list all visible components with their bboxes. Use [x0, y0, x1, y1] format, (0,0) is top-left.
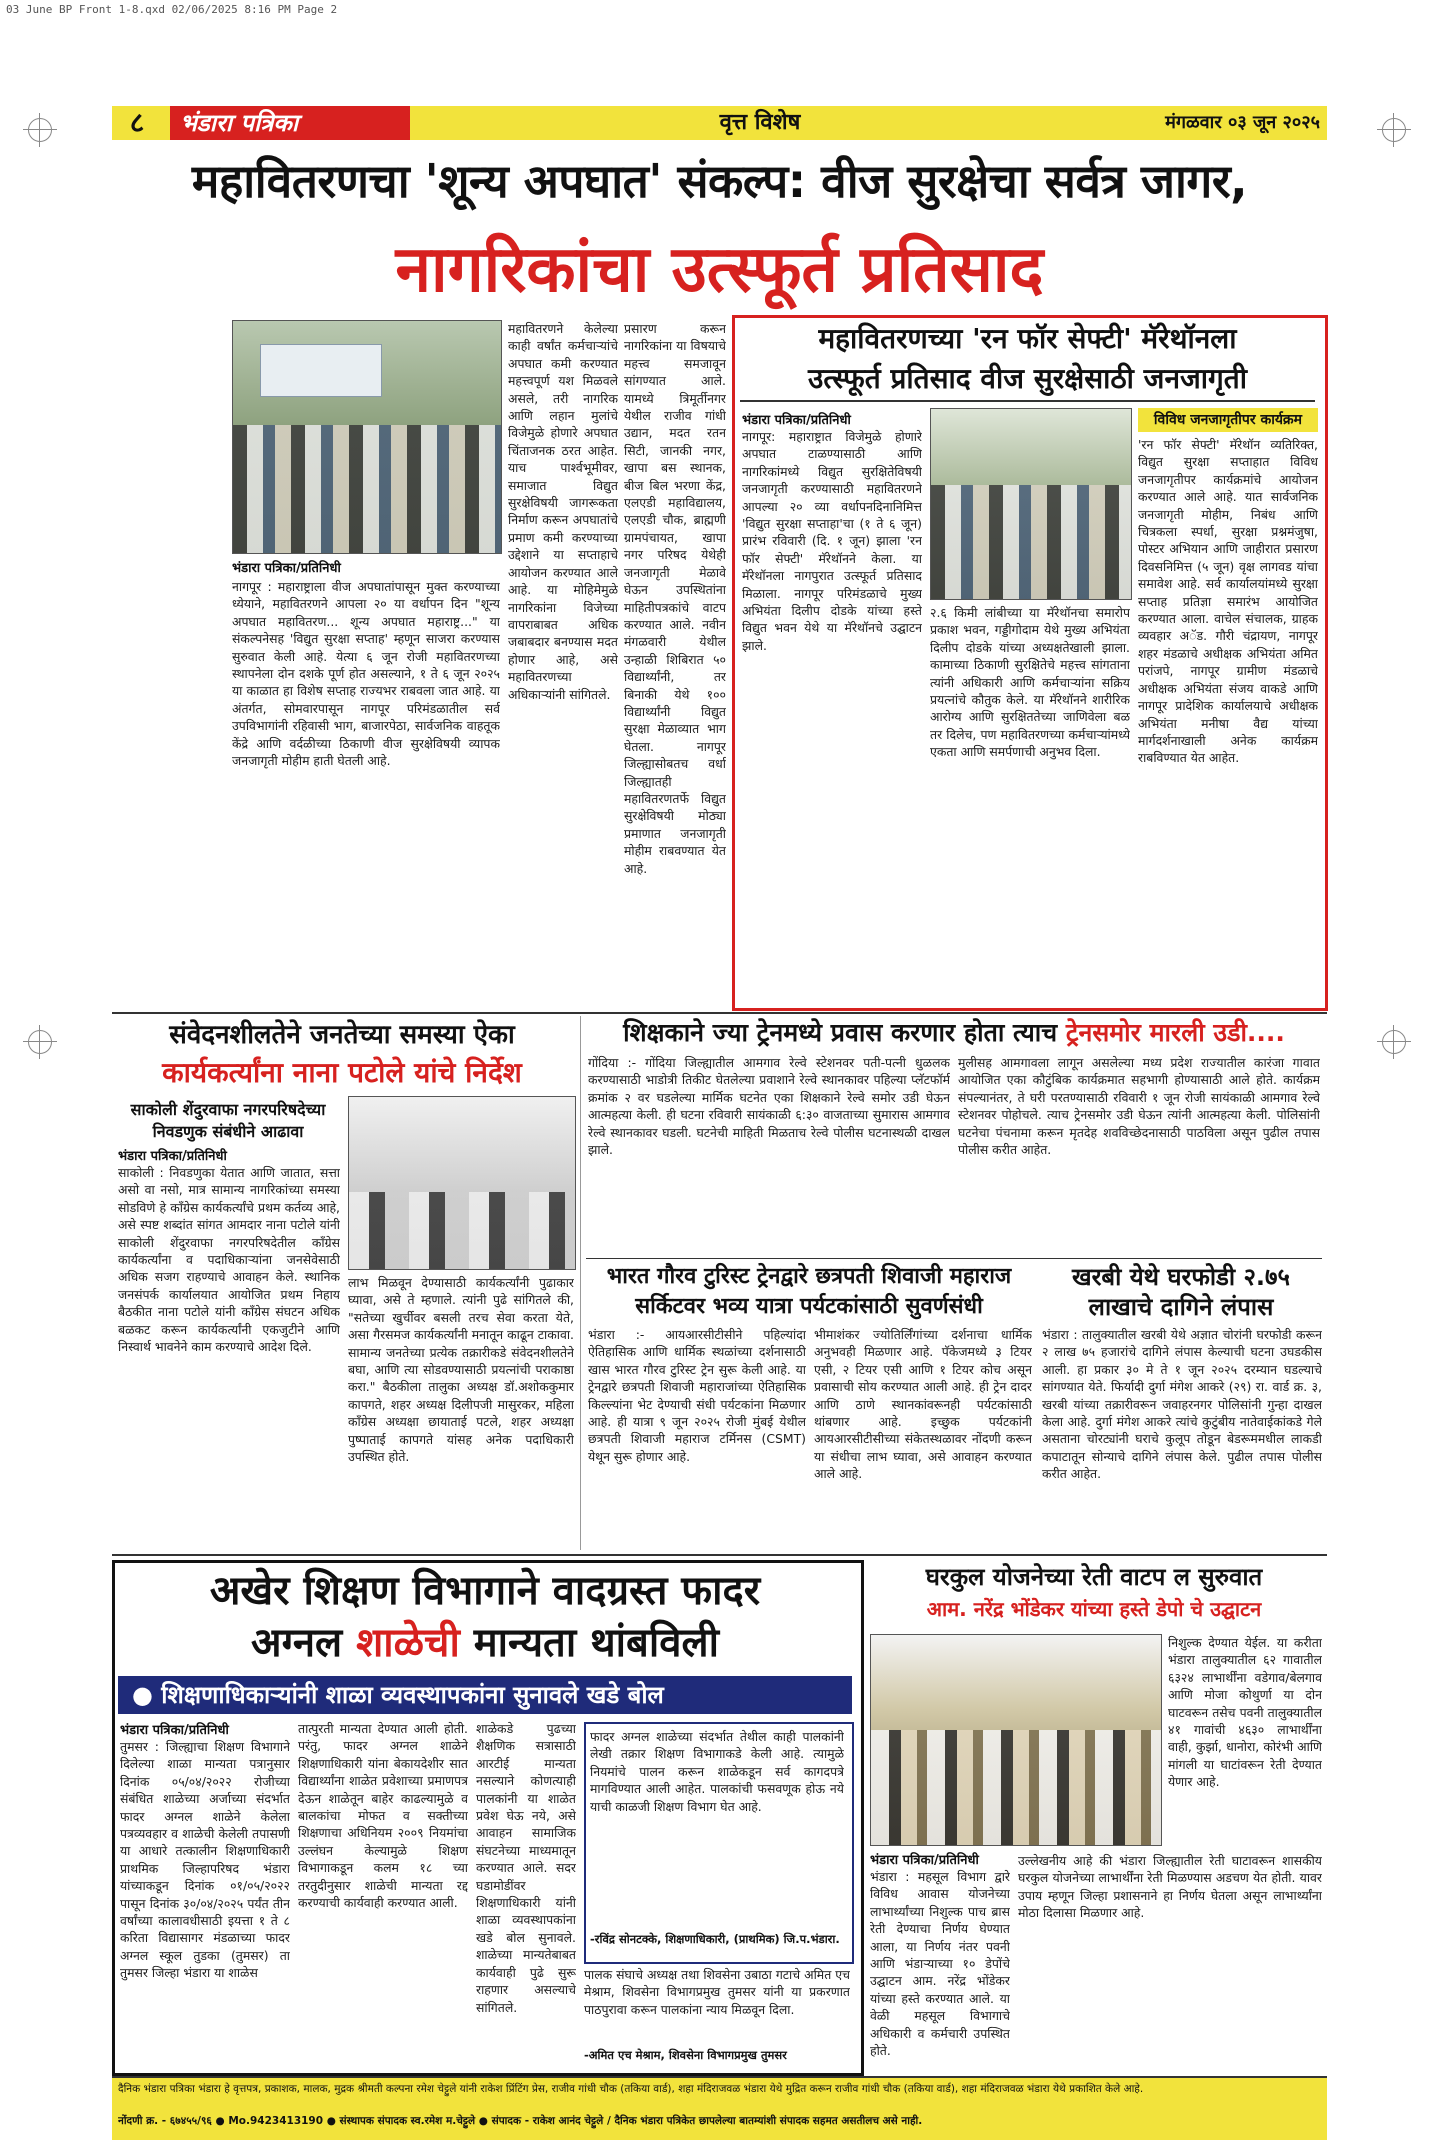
- run-for-safety-photo: [930, 408, 1132, 600]
- sidebar-text: 'रन फॉर सेफ्टी' मॅरेथॉन व्यतिरिक्त, विद्युत सुरक्षा सप्ताहात विविध जनजागृतीपर कार्यक्रमांचे आयोजन करण्यात आले आहे. यात सार्वजनिक जनजागृती मोहीम, निबंध आणि चित्रकला स्पर्धा, सुरक्षा प्रश्नमंजुषा, पोस्टर अभियान आणि जाहीरात प्रसारण दिवसनिमित्त (५ जून) वृक्ष लागवड यांचा समावेश आहे. सर्व कार्यालयांमध्ये सुरक्षा सप्ताह प्रतिज्ञा समारंभ आयोजित करण्यात आला. वाचेल संचालक, ग्राहक व्यवहार अॅड. गौरी चंद्रायण, नागपूर शहर मंडळाचे अधीक्षक अभियंता अमित परांजपे, नागपूर ग्रामीण मंडळाचे अधीक्षक अभियंता संजय वाकडे आणि नागपूर प्रादेशिक कार्यालयाचे अधीक्षक अभियंता मनीषा वैद्य यांच्या मार्गदर्शनाखाली अनेक कार्यक्रम राबविण्यात येत आहेत.: [1138, 437, 1318, 766]
- train-col-1: गोंदिया :- गोंदिया जिल्ह्यातील आमगाव रेल्वे स्टेशनवर पती-पत्नी धुळलक करण्यासाठी भाडोत्री तिकीट घेतलेल्या प्रवाशाने रेल्वे स्थानकावर पहिल्या प्लॅटफॉर्म क्रमांक २ वर घडलेल्या मार्मिक घटनेत एका शिक्षकाने रेल्वे समोर उडी घेऊन आत्महत्या केली. ही घटना रविवारी सायंकाळी ६:३० वाजताच्या सुमारास आमगाव रेल्वे स्थानकावर घडली. घटनेची माहिती मिळताच रेल्वे पोलीस घटनास्थळी दाखल झाले.: [588, 1055, 950, 1158]
- issue-date: मंगळवार ०३ जून २०२५: [1165, 112, 1320, 133]
- kharbi-text: भंडारा : तालुक्यातील खरबी येथे अज्ञात चोरांनी घरफोडी करून २ लाख ७५ हजारांचे दागिने लंपास केल्याची घटना उघडकीस आली. हा प्रकार ३० मे ते १ जून २०२५ दरम्यान घडल्याचे सांगण्यात येते. फिर्यादी दुर्गा मंगेश आकरे (२९) रा. वार्ड क्र. ३, खरबी यांच्या तक्रारीवरून जवाहरनगर पोलिसांनी गुन्हा दाखल केला आहे. दुर्गा मंगेश आकरे त्यांचे कुटुंबीय नातेवाईकांकडे गेले असताना चोरट्यांनी घराचे कुलूप तोडून बेडरूममधील लाकडी कपाटातून सोन्याचे दागिने लंपास केले. पुढील तपास पोलीस करीत आहेत.: [1042, 1327, 1322, 1482]
- sanvedanshil-headline-2: कार्यकर्त्यांना नाना पटोले यांचे निर्देश: [162, 1056, 522, 1089]
- registration-mark-right-mid: [1382, 1030, 1406, 1054]
- run-for-safety-rule: [740, 400, 1315, 402]
- sanvedanshil-photo: [348, 1096, 576, 1270]
- father-agnel-headline-2: [118, 1618, 852, 1668]
- run-for-safety-headline-1: महावितरणच्या 'रन फॉर सेफ्टी' मॅरेथॉनला: [818, 322, 1237, 355]
- father-agnel-quote: फादर अग्नल शाळेच्या संदर्भात तेथील काही पालकांनी लेखी तक्रार शिक्षण विभागाकडे केली आहे. त्यामुळे नियमांचे पालन करून शाळेकडून सर्व कागदपत्रे मागविण्यात आली आहेत. पालकांची फसवणूक होऊ नये याची काळजी शिक्षण विभाग घेत आहे.: [590, 1729, 844, 1814]
- gharkul-headline-2: आम. नरेंद्र भोंडेकर यांच्या हस्ते डेपो चे उद्घाटन: [926, 1597, 1262, 1621]
- print-slug: 03 June BP Front 1-8.qxd 02/06/2025 8:16 PM Page 2: [6, 3, 338, 16]
- registration-mark-left-mid: [28, 1030, 52, 1054]
- gharkul-col-3: उल्लेखनीय आहे की भंडारा जिल्ह्यातील रेती घाटावरून शासकीय घरकुल योजनेच्या लाभार्थींना रेती मिळण्यास अडचण येत होती. यावर उपाय म्हणून जिल्हा प्रशासनाने हा निर्णय घेतला असून लाभार्थ्यांना मोठा दिलासा मिळणार आहे.: [1018, 1853, 1322, 1921]
- section-rule-2: [586, 1258, 1322, 1259]
- father-agnel-col-4-signature: -अमित एच मेश्राम, शिवसेना विभागप्रमुख तुमसर: [584, 2048, 787, 2062]
- lead-byline: भंडारा पत्रिका/प्रतिनिधी: [232, 561, 341, 576]
- column-separator: [580, 1016, 581, 1550]
- bharat-gaurav-col-2: भीमाशंकर ज्योतिर्लिंगांच्या दर्शनाचा धार्मिक अनुभवही मिळणार आहे. पॅकेजमध्ये ३ टियर एसी, २ टियर एसी आणि १ टियर कोच असून प्रवासाची सोय करण्यात आली आहे. ही ट्रेन दादर आणि ठाणे स्थानकांवरूनही पर्यटकांसाठी थांबणार आहे. इच्छुक पर्यटकांनी आयआरसीटीसीच्या संकेतस्थळावर नोंदणी करून या संधीचा लाभ घ्यावा, असे आवाहन करण्यात आले आहे.: [814, 1327, 1032, 1482]
- run-for-safety-headline-2: उत्स्फूर्त प्रतिसाद वीज सुरक्षेसाठी जनजागृती: [807, 362, 1247, 395]
- father-agnel-subhead-bar: ● शिक्षणाधिकाऱ्यांनी शाळा व्यवस्थापकांना सुनावले खडे बोल: [118, 1676, 852, 1714]
- section-rule-1: [112, 1012, 1327, 1014]
- father-agnel-headline-2c: मान्यता थांबविली: [459, 1620, 719, 1666]
- sanvedanshil-byline: भंडारा पत्रिका/प्रतिनिधी: [118, 1149, 227, 1164]
- bharat-gaurav-headline-2: सर्किटवर भव्य यात्रा पर्यटकांसाठी सुवर्णसंधी: [635, 1294, 983, 1319]
- lead-headline-1: महावितरणचा 'शून्य अपघात' संकल्प: वीज सुरक्षेचा सर्वत्र जागर,: [191, 154, 1248, 208]
- run-for-safety-col-1: नागपूर: महाराष्ट्रात विजेमुळे होणारे अपघात टाळण्यासाठी आणि नागरिकांमध्ये विद्युत सुरक्षितेविषयी जनजागृती करण्यासाठी महावितरणने आपल्या २० व्या वर्धापनदिनानिमित्त 'विद्युत सुरक्षा सप्ताहा'चा (१ ते ६ जून) प्रारंभ रविवारी (दि. १ जून) झाला 'रन फॉर सेफ्टी' मॅरेथॉनने केला. या मॅरेथॉनला नागपुरात उत्स्फूर्त प्रतिसाद मिळाला. नागपूर परिमंडळाचे मुख्य अभियंता दिलीप दोडके यांच्या हस्ते विद्युत भवन येथे या मॅरेथॉनचे उद्घाटन झाले.: [742, 429, 922, 653]
- gharkul-photo: [870, 1634, 1162, 1846]
- sanvedanshil-headline-1: संवेदनशीलतेने जनतेच्या समस्या ऐका: [169, 1020, 515, 1050]
- gharkul-byline: भंडारा पत्रिका/प्रतिनिधी: [870, 1853, 979, 1868]
- registration-mark-right: [1382, 118, 1406, 142]
- train-headline-red: ट्रेनसमोर मारली उडी....: [1065, 1018, 1285, 1047]
- father-agnel-col-3: शाळेकडे पुढच्या शैक्षणिक सत्रासाठी आरटीई मान्यता नसल्याने कोणत्याही पालकांनी या शाळेत प्रवेश घेऊ नये, असे आवाहन सामाजिक संघटनेच्या माध्यमातून करण्यात आले. सदर घडामोडींवर शिक्षणाधिकारी यांनी शाळा व्यवस्थापकांना खडे बोल सुनावले. शाळेच्या मान्यतेबाबत कार्यवाही पुढे सुरू राहणार असल्याचे सांगितले.: [476, 1721, 576, 2015]
- father-agnel-col-1: तुमसर : जिल्ह्याचा शिक्षण विभागाने दिलेल्या शाळा मान्यता पत्रानुसार दिनांक ०५/०४/२०२२ रोजीच्या संबंधित शाळेच्या अर्जाच्या संदर्भात फादर अग्नल शाळेने केलेला पत्रव्यवहार व शाळेची केलेली तपासणी या आधारे तत्कालीन शिक्षणाधिकारी प्राथमिक जिल्हापरिषद भंडारा यांच्याकडून दिनांक ०१/०५/२०२२ पासून दिनांक ३०/०४/२०२५ पर्यंत तीन वर्षांच्या कालावधीसाठी इयत्ता १ ते ८ करिता विद्यासागर मंडळाच्या फादर अग्नल स्कूल तुडका (तुमसर) ता तुमसर जिल्हा भंडारा या शाळेस: [120, 1739, 290, 1981]
- father-agnel-headline-1: अखेर शिक्षण विभागाने वादग्रस्त फादर: [209, 1568, 761, 1614]
- father-agnel-byline: भंडारा पत्रिका/प्रतिनिधी: [120, 1723, 229, 1738]
- page-number: ८: [129, 106, 145, 139]
- sanvedanshil-sub-2: निवडणुक संबंधीने आढावा: [118, 1120, 338, 1142]
- bharat-gaurav-col-1: भंडारा :- आयआरसीटीसीने पहिल्यांदा ऐतिहासिक आणि धार्मिक स्थळांच्या दर्शनासाठी खास भारत गौरव टुरिस्ट ट्रेन सुरू केली आहे. या ट्रेनद्वारे छत्रपती शिवाजी महाराजांच्या ऐतिहासिक किल्ल्यांना भेट देण्याची संधी पर्यटकांना मिळणार आहे. ही यात्रा ९ जून २०२५ रोजी मुंबई येथील छत्रपती शिवाजी महाराज टर्मिनस (CSMT) येथून सुरू होणार आहे.: [588, 1327, 806, 1464]
- bharat-gaurav-headline-1: भारत गौरव टुरिस्ट ट्रेनद्वारे छत्रपती शिवाजी महाराज: [606, 1264, 1012, 1289]
- father-agnel-col-4: पालक संघाचे अध्यक्ष तथा शिवसेना उबाठा गटाचे अमित एच मेश्राम, शिवसेना विभागप्रमुख तुमसर यांनी या प्रकरणात पाठपुरावा करून पालकांना न्याय मिळवून दिला.: [584, 1967, 850, 2017]
- masthead-brand: भंडारा पत्रिका: [170, 106, 410, 140]
- kharbi-headline-2: लाखाचे दागिने लंपास: [1088, 1293, 1274, 1321]
- train-headline-black: शिक्षकाने ज्या ट्रेनमध्ये प्रवास करणार होता त्याच: [623, 1018, 1066, 1047]
- gharkul-col-2: निशुल्क देण्यात येईल. या करीता भंडारा तालुक्यातील ६२ गावातील ६३२४ लाभार्थींना वडेगाव/बेलगाव आणि मोजा कोथुर्णा या दोन घाटवरून तसेच पवनी तालुक्यातील ४१ गावांची ४६३० लाभार्थींना वाही, कुर्झा, धानोरा, कोरंभी आणि मांगली या घाटांवरून रेती देण्यात येणार आहे.: [1168, 1635, 1322, 1790]
- lead-col-3: प्रसारण करून नागरिकांना या विषयाचे महत्त्व समजावून सांगण्यात आले. यामध्ये त्रिमूर्तीनगर येथील राजीव गांधी उद्यान, मदत रतन सिटी, जानकी नगर, खापा बस स्थानक, बीज बिल भरणा केंद्र, एलएडी महाविद्यालय, एलएडी चौक, ब्राह्मणी ग्रामपंचायत, खापा नगर परिषद येथेही जनजागृती मेळावे घेऊन उपस्थितांना माहितीपत्रकांचे वाटप करण्यात आले. नवीन मंगळवारी येथील उन्हाळी शिबिरात ५० विद्यार्थ्यांनी, तर बिनाकी येथे १०० विद्यार्थ्यांनी विद्युत सुरक्षा मेळाव्यात भाग घेतला. नागपूर जिल्ह्यासोबतच वर्धा जिल्ह्यातही महावितरणतर्फे विद्युत सुरक्षेविषयी मोठ्या प्रमाणात जनजागृती मोहीम राबवण्यात येत आहे.: [624, 321, 726, 876]
- gharkul-headline-1: घरकुल योजनेच्या रेती वाटप ल सुरुवात: [925, 1563, 1263, 1591]
- footer-line-1: दैनिक भंडारा पत्रिका भंडारा हे वृत्तपत्र, प्रकाशक, मालक, मुद्रक श्रीमती कल्पना रमेश चेट्टुले यांनी राकेश प्रिंटिंग प्रेस, राजीव गांधी चौक (तकिया वार्ड), शहा मंदिराजवळ भंडारा येथे मुद्रित करून राजीव गांधी चौक (तकिया वार्ड), शहा मंदिराजवळ भंडारा येथे प्रकाशित केले आहे.: [118, 2083, 1144, 2095]
- section-title: वृत्त विशेष: [719, 110, 801, 135]
- run-for-safety-col-2: २.६ किमी लांबीच्या या मॅरेथॉनचा समारोप प्रकाश भवन, गड्डीगोदाम येथे मुख्य अभियंता दिलीप दोडके यांच्या अध्यक्षतेखाली झाला. कामाच्या ठिकाणी सुरक्षितेचे महत्त्व सांगताना त्यांनी अधिकारी आणि कर्मचाऱ्यांना सक्रिय प्रयत्नांचे कौतुक केले. या मॅरेथॉनने शारीरिक आरोग्य आणि सुरक्षिततेच्या जाणिवेला बळ तर दिलेच, पण महावितरणच्या कर्मचाऱ्यांमध्ये एकता आणि समर्पणाची अनुभव दिला.: [930, 605, 1130, 760]
- run-for-safety-byline: भंडारा पत्रिका/प्रतिनिधी: [742, 413, 851, 428]
- lead-col-1: नागपूर : महाराष्ट्राला वीज अपघातांपासून मुक्त करण्याच्या ध्येयाने, महावितरणने आपला २० या वर्धापन दिन "शून्य अपघात महावितरण... शून्य अपघात महाराष्ट्र..." या संकल्पनेसह 'विद्युत सुरक्षा सप्ताह' म्हणून साजरा करण्यास सुरुवात केली आहे. येत्या ६ जून रोजी महावितरणच्या स्थापनेला दोन दशके पूर्ण होत असल्याने, १ ते ६ जून २०२५ या काळात हा विशेष सप्ताह राज्यभर राबवला जात आहे. या अंतर्गत, सोमवारपासून नागपूर परिमंडळातील सर्व उपविभागांनी रहिवासी भाग, बाजारपेठा, सार्वजनिक वाहतूक केंद्रे आणि वर्दळीच्या ठिकाणी वीज सुरक्षेविषयी व्यापक जनजागृती मोहीम हाती घेतली आहे.: [232, 579, 500, 769]
- father-agnel-headline-2a: अग्नल: [251, 1620, 357, 1666]
- sidebar-title: विविध जनजागृतीपर कार्यक्रम: [1138, 408, 1318, 432]
- gharkul-col-1: भंडारा : महसूल विभाग द्वारे विविध आवास योजनेच्या लाभार्थ्यांच्या निशुल्क पाच ब्रास रेती देण्याचा निर्णय घेण्यात आला, या निर्णय नंतर पवनी आणि भंडाऱ्याच्या १० डेपोंचे उद्घाटन आम. नरेंद्र भोंडेकर यांच्या हस्ते करण्यात आले. या वेळी महसूल विभागाचे अधिकारी व कर्मचारी उपस्थित होते.: [870, 1869, 1010, 2059]
- lead-headline-2: नागरिकांचा उत्स्फूर्त प्रतिसाद: [395, 233, 1044, 307]
- registration-mark-left: [28, 118, 52, 142]
- lead-photo: [232, 320, 502, 554]
- footer-line-2: नोंदणी क्र. - ६७४५५/९६ ● Mo.9423413190 ● संस्थापक संपादक स्व.रमेश म.चेट्टुले ● संपादक - राकेश आनंद चेट्टुले / दैनिक भंडारा पत्रिकेत छापलेल्या बातम्यांशी संपादक सहमत असतीलच असे नाही.: [118, 2115, 923, 2127]
- father-agnel-col-2: तात्पुरती मान्यता देण्यात आली होती. परंतु, फादर अग्नल शाळेने शिक्षणाधिकारी यांना बेकायदेशीर सात विद्यार्थ्यांना शाळेत प्रवेशाच्या प्रमाणपत्र देऊन शाळेतून बाहेर काढल्यामुळे व बालकांचा मोफत व सक्तीच्या शिक्षणाचा अधिनियम २००९ नियमांचा उल्लंघन केल्यामुळे शिक्षण विभागाकडून कलम १८ च्या तरतुदीनुसार शाळेची मान्यता रद्द करण्याची कार्यवाही करण्यात आली.: [298, 1721, 468, 1911]
- lead-col-2: महावितरणने केलेल्या काही वर्षांत कर्मचाऱ्यांचे अपघात कमी करण्यात महत्त्वपूर्ण यश मिळवले असले, तरी नागरिक आणि लहान मुलांचे विजेमुळे होणारे अपघात चिंताजनक ठरत आहेत. याच पार्श्वभूमीवर, समाजात विद्युत सुरक्षेविषयी जागरूकता निर्माण करून अपघातांचे प्रमाण कमी करण्याच्या उद्देशाने या सप्ताहाचे आयोजन करण्यात आले आहे. या मोहिमेमुळे नागरिकांना विजेच्या वापराबाबत अधिक जबाबदार बनण्यास मदत होणार आहे, असे महावितरणच्या अधिकाऱ्यांनी सांगितले.: [508, 321, 618, 702]
- train-col-2: मुलीसह आमगावला लागून असलेल्या मध्य प्रदेश राज्यातील कारंजा गावात आयोजित एका कौटुंबिक कार्यक्रमात सहभागी होण्यासाठी आले होते. कार्यक्रम संपल्यानंतर, ते घरी परतण्यासाठी रविवारी १ जून रोजी सायंकाळी आमगाव रेल्वे स्टेशनवर पोहोचले. त्याच ट्रेनसमोर उडी घेऊन त्यांनी आत्महत्या केली. पोलिसांनी घटनेचा पंचनामा करून मृतदेह शवविच्छेदनासाठी पाठविला असून पुढील तपास पोलीस करीत आहेत.: [958, 1055, 1320, 1158]
- train-headline: [586, 1016, 1322, 1050]
- sanvedanshil-col-1: साकोली : निवडणुका येतात आणि जातात, सत्ता असो वा नसो, मात्र सामान्य नागरिकांच्या समस्या सोडविणे हे काँग्रेस कार्यकर्त्यांचे प्रथम कर्तव्य आहे, असे स्पष्ट शब्दांत सांगत आमदार नाना पटोले यांनी साकोली शेंदुरवाफा नगरपरिषदेतील काँग्रेस कार्यकर्त्यांना व पदाधिकाऱ्यांना जनसेवेसाठी अधिक सजग राहण्याचे आवाहन केले. स्थानिक जनसंपर्क कार्यालयात आयोजित प्रथम निहाय बैठकीत नाना पटोले यांनी काँग्रेस संघटन अधिक बळकट करून कार्यकर्त्यांनी एकजुटीने आणि निस्वार्थ भावनेने काम करण्याचे आदेश दिले.: [118, 1165, 340, 1355]
- section-rule-3: [112, 1554, 1327, 1556]
- sanvedanshil-col-2: लाभ मिळवून देण्यासाठी कार्यकर्त्यांनी पुढाकार घ्यावा, असे ते म्हणाले. त्यांनी पुढे सांगितले की, "सतेच्या खुर्चीवर बसली तरच सेवा करता येते, असा गैरसमज कार्यकर्त्यांनी मनातून काढून टाकावा. सामान्य जनतेच्या प्रत्येक तक्रारीकडे संवेदनशीलतेने बघा, आणि त्या सोडवण्यासाठी प्रयत्नांची पराकाष्ठा करा." बैठकीला तालुका अध्यक्ष डॉ.अशोककुमार कापगते, शहर अध्यक्ष दिलीपजी मासुरकर, महिला काँग्रेस अध्यक्षा छायाताई पटले, शहर अध्यक्षा पुष्पाताई कापगते यांसह अनेक पदाधिकारी उपस्थित होते.: [348, 1275, 574, 1465]
- father-agnel-quote-signature: -रविंद्र सोनटक्के, शिक्षणाधिकारी, (प्राथमिक) जि.प.भंडारा.: [590, 1932, 840, 1946]
- father-agnel-headline-2b: शाळेची: [356, 1620, 460, 1666]
- kharbi-headline-1: खरबी येथे घरफोडी २.७५: [1071, 1263, 1291, 1291]
- sanvedanshil-sub-1: साकोली शेंदुरवाफा नगरपरिषदेच्या: [118, 1098, 338, 1120]
